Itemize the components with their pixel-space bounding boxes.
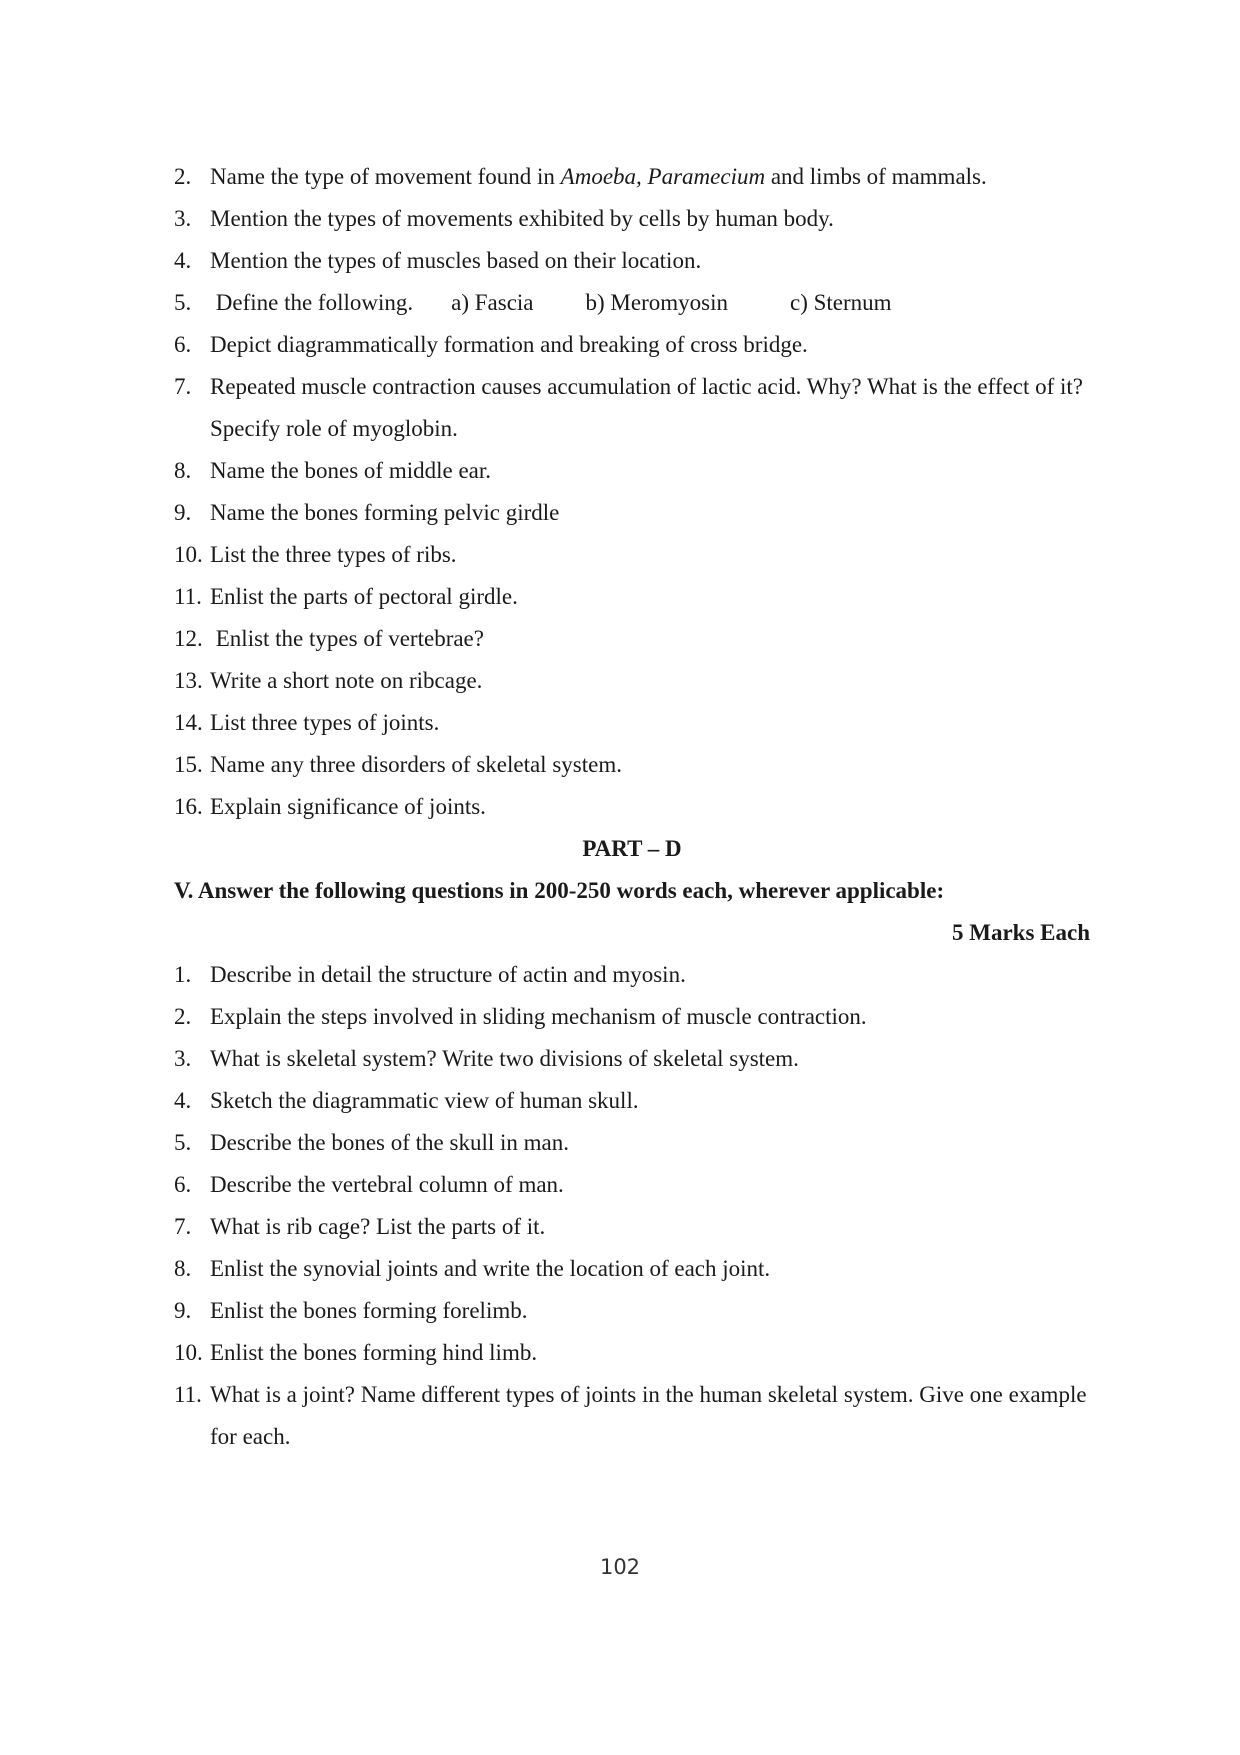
question-text-main: Define the following. [210,290,414,315]
question-text: Describe in detail the structure of actin and myosin. [210,962,686,987]
question-text: Repeated muscle contraction causes accumulation of lactic acid. Why? What is the effect of it? Specify role of myoglobin. [210,374,1084,441]
question-item [174,1122,1090,1164]
question-number: 14. [174,710,203,735]
question-text: Explain significance of joints. [210,794,486,819]
question-item [174,1164,1090,1206]
definition-option: c) Sternum [789,290,892,315]
question-number: 9. [174,500,192,525]
question-number: 13. [174,668,203,693]
question-number: 1. [174,962,192,987]
question-item [174,1080,1090,1122]
question-text: Depict diagrammatically formation and breaking of cross bridge. [210,332,808,357]
question-text: List three types of joints. [210,710,440,735]
question-text: What is a joint? Name different types of joints in the human skeletal system. Give one example for each. [210,1382,1087,1449]
question-number: 7. [174,1214,192,1239]
question-item [174,1038,1090,1080]
question-text: Enlist the types of vertebrae? [210,626,484,651]
question-text: Enlist the parts of pectoral girdle. [210,584,518,609]
question-text: List the three types of ribs. [210,542,457,567]
question-item [174,1332,1090,1374]
question-number: 15. [174,752,203,777]
question-item [174,240,1090,282]
question-text: Name the bones forming pelvic girdle [210,500,560,525]
question-number: 5. [174,290,192,315]
question-text: Describe the vertebral column of man. [210,1172,564,1197]
question-text: Name the bones of middle ear. [210,458,492,483]
marks-label: 5 Marks Each [952,920,1090,945]
question-text-end: and limbs of mammals. [765,164,987,189]
question-number: 6. [174,1172,192,1197]
question-text: Mention the types of muscles based on their location. [210,248,702,273]
question-item [174,534,1090,576]
definition-option: b) Meromyosin [585,290,728,315]
page-number: 102 [599,1555,641,1579]
question-number: 4. [174,248,192,273]
question-text-italic: Amoeba, Paramecium [560,164,766,189]
question-item [174,156,1090,198]
question-number: 2. [174,1004,192,1029]
section-heading: V. Answer the following questions in 200-250 words each, wherever applicable: [174,878,945,903]
question-number: 5. [174,1130,192,1155]
question-number: 4. [174,1088,192,1113]
question-text: Name any three disorders of skeletal system. [210,752,622,777]
question-item [174,1290,1090,1332]
question-item [174,996,1090,1038]
question-item [174,1206,1090,1248]
question-number: 9. [174,1298,192,1323]
question-text: Mention the types of movements exhibited by cells by human body. [210,206,834,231]
question-number: 10. [174,542,203,567]
question-text-start: Name the type of movement found in [210,164,561,189]
question-text: Enlist the bones forming hind limb. [210,1340,538,1365]
part-title: PART – D [582,836,682,861]
question-text: What is skeletal system? Write two divisions of skeletal system. [210,1046,799,1071]
question-text [210,290,1090,316]
question-text [210,164,1090,190]
question-text: Describe the bones of the skull in man. [210,1130,569,1155]
question-item [174,324,1090,366]
question-number: 11. [174,1382,202,1407]
question-item [174,702,1090,744]
question-item [174,618,1090,660]
question-number: 8. [174,458,192,483]
question-item [174,1374,1090,1458]
question-text: Explain the steps involved in sliding mechanism of muscle contraction. [210,1004,867,1029]
question-number: 10. [174,1340,203,1365]
question-number: 7. [174,374,192,399]
page-content [174,156,1090,1458]
question-number: 12. [174,626,203,651]
question-number: 16. [174,794,203,819]
question-number: 8. [174,1256,192,1281]
question-item [174,1248,1090,1290]
question-number: 3. [174,1046,192,1071]
question-item [174,744,1090,786]
question-text: Enlist the bones forming forelimb. [210,1298,528,1323]
question-number: 3. [174,206,192,231]
question-item [174,576,1090,618]
question-item [174,282,1090,324]
question-text: Write a short note on ribcage. [210,668,483,693]
question-text: Enlist the synovial joints and write the location of each joint. [210,1256,771,1281]
question-number: 6. [174,332,192,357]
question-item [174,492,1090,534]
question-item [174,954,1090,996]
question-item [174,366,1090,450]
definition-option: a) Fascia [451,290,534,315]
question-text: What is rib cage? List the parts of it. [210,1214,546,1239]
question-number: 11. [174,584,202,609]
question-item [174,660,1090,702]
question-item [174,198,1090,240]
question-item [174,450,1090,492]
question-number: 2. [174,164,192,189]
question-item [174,786,1090,828]
question-text: Sketch the diagrammatic view of human skull. [210,1088,639,1113]
